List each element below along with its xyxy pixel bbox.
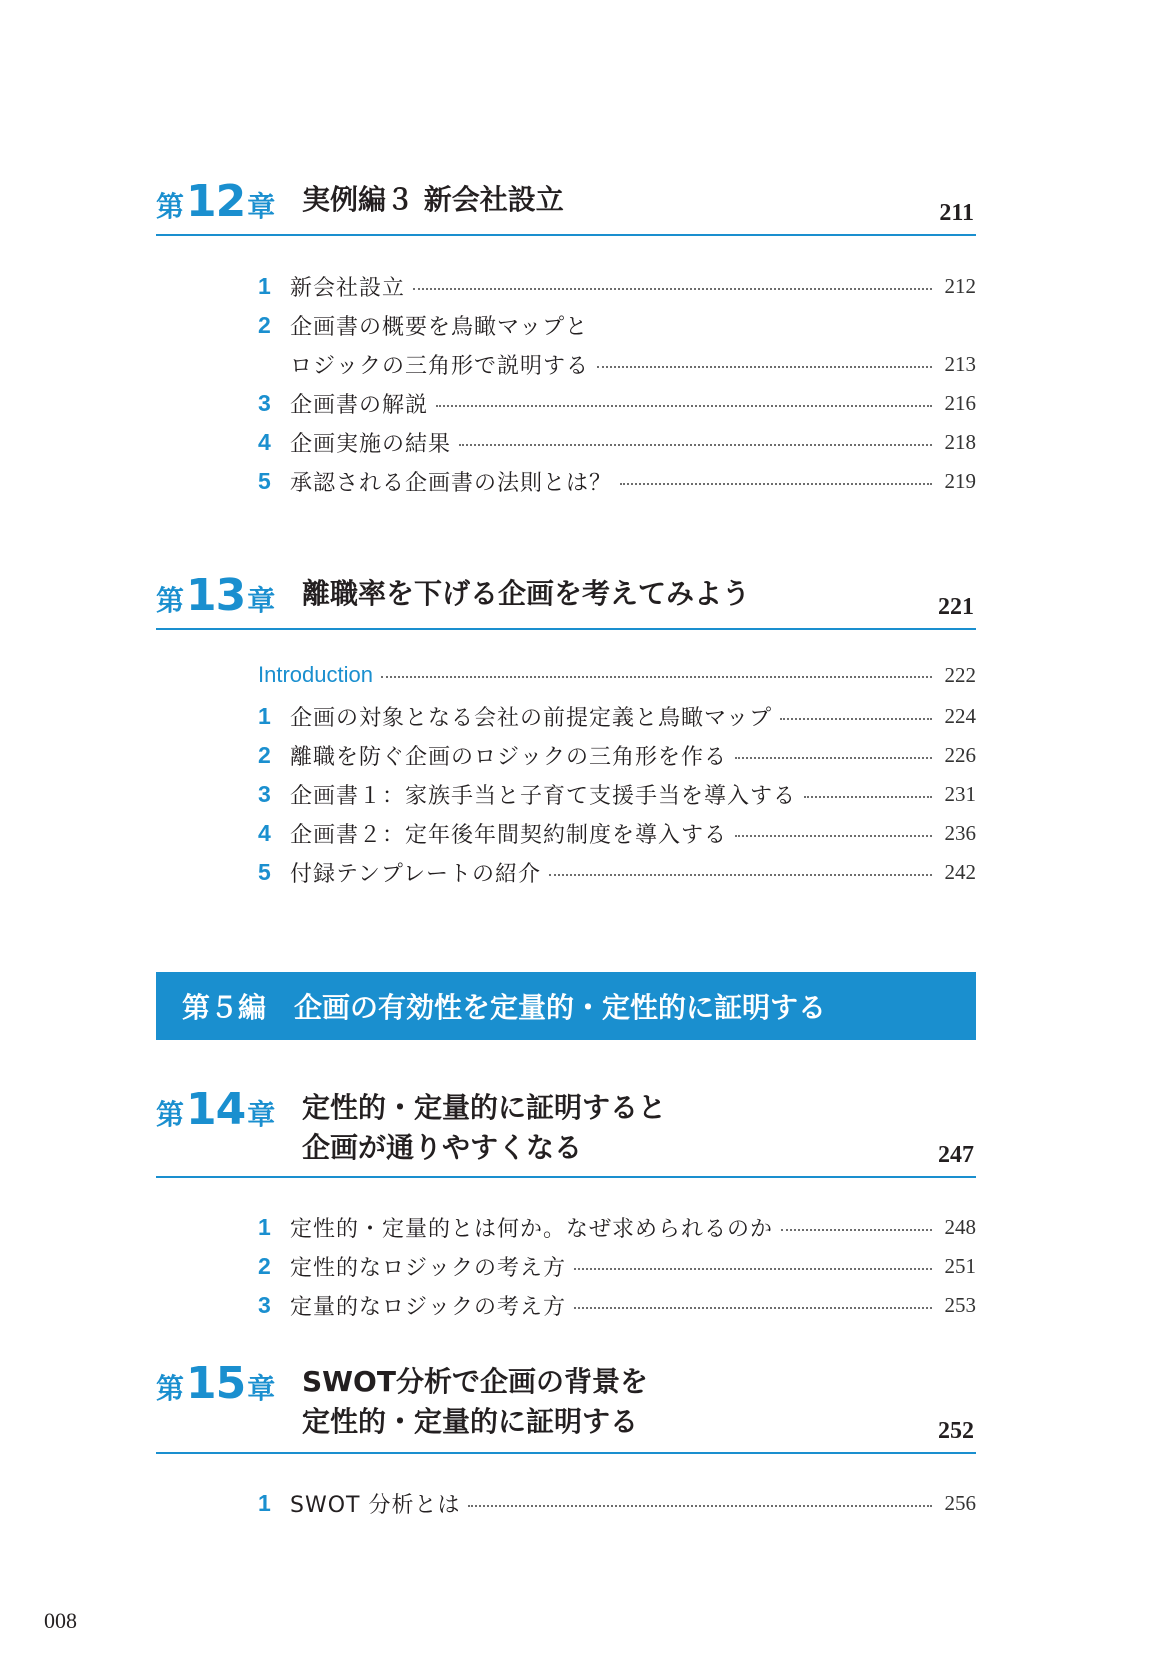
entry-title: 新会社設立 [290,276,406,301]
entry-page: 218 [944,430,976,454]
entry-page: 222 [944,662,976,687]
chapter-title-line2: 企画が通りやすくなる [302,1131,583,1164]
chapter-12-header [156,178,976,236]
toc-entry[interactable] [258,462,976,501]
leader-dots [804,796,932,798]
chapter-prefix: 第 [156,1098,185,1131]
page-number: 008 [44,1608,77,1633]
entry-page: 253 [944,1293,976,1317]
entry-number: 5 [258,859,271,885]
leader-dots [549,874,932,876]
entry-title-line2: ロジックの三角形で説明する [290,354,590,379]
chapter-13-header [156,572,976,630]
entry-number: 3 [258,1292,271,1318]
entry-number: 4 [258,429,271,455]
leader-dots [459,444,932,446]
chapter-13-toc [258,653,976,892]
leader-dots [781,1229,932,1231]
chapter-prefix: 第 [156,584,185,617]
chapter-title: 離職率を下げる企画を考えてみよう [302,577,751,610]
entry-number: 3 [258,390,271,416]
toc-entry-introduction[interactable] [258,653,976,697]
chapter-page: 221 [938,594,974,620]
entry-number: 3 [258,781,271,807]
entry-title: 定性的・定量的とは何か。なぜ求められるのか [290,1217,774,1242]
toc-entry[interactable] [258,1247,976,1286]
chapter-label [156,1084,275,1135]
toc-entry[interactable] [258,306,976,345]
entry-page: 226 [944,743,976,767]
entry-page: 216 [944,391,976,415]
toc-entry[interactable] [258,736,976,775]
chapter-label [156,570,275,621]
toc-entry[interactable] [258,423,976,462]
toc-entry[interactable] [258,1208,976,1247]
chapter-15-toc [258,1484,976,1523]
leader-dots [780,718,932,720]
leader-dots [620,483,932,485]
chapter-title-line1: 定性的・定量的に証明すると [302,1091,667,1124]
entry-title: 承認される企画書の法則とは？ [290,471,613,496]
toc-entry[interactable] [258,775,976,814]
entry-page: 231 [944,782,976,806]
entry-title: 定量的なロジックの考え方 [290,1295,567,1320]
chapter-15-header [156,1360,976,1454]
entry-number: 1 [258,703,271,729]
entry-page: 212 [944,274,976,298]
leader-dots [735,757,932,759]
entry-title: 企画書２：定年後年間契約制度を導入する [290,823,728,848]
chapter-title: 実例編３ 新会社設立 [302,183,564,216]
chapter-title-line1: SWOT分析で企画の背景を [302,1365,648,1398]
leader-dots [436,405,932,407]
toc-entry[interactable] [258,1484,976,1523]
entry-title: 企画書の解説 [290,393,429,418]
entry-title: 企画書の概要を鳥瞰マップと [290,315,589,340]
entry-page: 224 [944,704,976,728]
chapter-12-toc [258,267,976,501]
entry-page: 213 [944,352,976,376]
chapter-suffix: 章 [247,584,276,617]
entry-number: 2 [258,312,271,338]
entry-page: 219 [944,469,976,493]
toc-entry[interactable] [258,267,976,306]
entry-number: 4 [258,820,271,846]
entry-title: Introduction [258,662,373,687]
chapter-page: 247 [938,1142,974,1168]
chapter-label [156,1358,275,1409]
toc-entry[interactable] [258,814,976,853]
toc-entry-continuation[interactable] [258,345,976,384]
entry-page: 248 [944,1215,976,1239]
chapter-prefix: 第 [156,1372,185,1405]
toc-entry[interactable] [258,384,976,423]
chapter-suffix: 章 [247,190,276,223]
chapter-page: 211 [939,200,974,226]
toc-entry[interactable] [258,1286,976,1325]
toc-entry[interactable] [258,853,976,892]
chapter-suffix: 章 [247,1372,276,1405]
leader-dots [574,1268,932,1270]
chapter-number: 14 [186,1084,246,1135]
entry-title: 企画実施の結果 [290,432,452,457]
leader-dots [735,835,932,837]
leader-dots [381,676,932,678]
chapter-prefix: 第 [156,190,185,223]
chapter-suffix: 章 [247,1098,276,1131]
chapter-14-header [156,1086,976,1178]
chapter-number: 12 [186,176,246,227]
chapter-title-line2: 定性的・定量的に証明する [302,1405,639,1438]
chapter-number: 13 [186,570,246,621]
entry-number: 1 [258,1214,271,1240]
entry-title: 企画の対象となる会社の前提定義と鳥瞰マップ [290,706,773,731]
leader-dots [468,1505,932,1507]
leader-dots [597,366,932,368]
entry-number: 5 [258,468,271,494]
chapter-label [156,176,275,227]
entry-page: 251 [944,1254,976,1278]
entry-number: 2 [258,1253,271,1279]
entry-title: 離職を防ぐ企画のロジックの三角形を作る [290,745,728,770]
chapter-page: 252 [938,1418,974,1444]
entry-title: 企画書１：家族手当と子育て支援手当を導入する [290,784,797,809]
leader-dots [413,288,932,290]
chapter-14-toc [258,1208,976,1325]
part-banner: 第５編 企画の有効性を定量的・定性的に証明する [156,972,976,1040]
entry-number: 1 [258,1490,271,1516]
entry-title: 付録テンプレートの紹介 [290,862,542,887]
entry-page: 236 [944,821,976,845]
chapter-number: 15 [186,1358,246,1409]
toc-entry[interactable] [258,697,976,736]
leader-dots [574,1307,932,1309]
entry-title: SWOT 分析とは [290,1493,461,1518]
entry-number: 1 [258,273,271,299]
entry-page: 256 [944,1491,976,1515]
entry-title: 定性的なロジックの考え方 [290,1256,567,1281]
entry-page: 242 [944,860,976,884]
entry-number: 2 [258,742,271,768]
